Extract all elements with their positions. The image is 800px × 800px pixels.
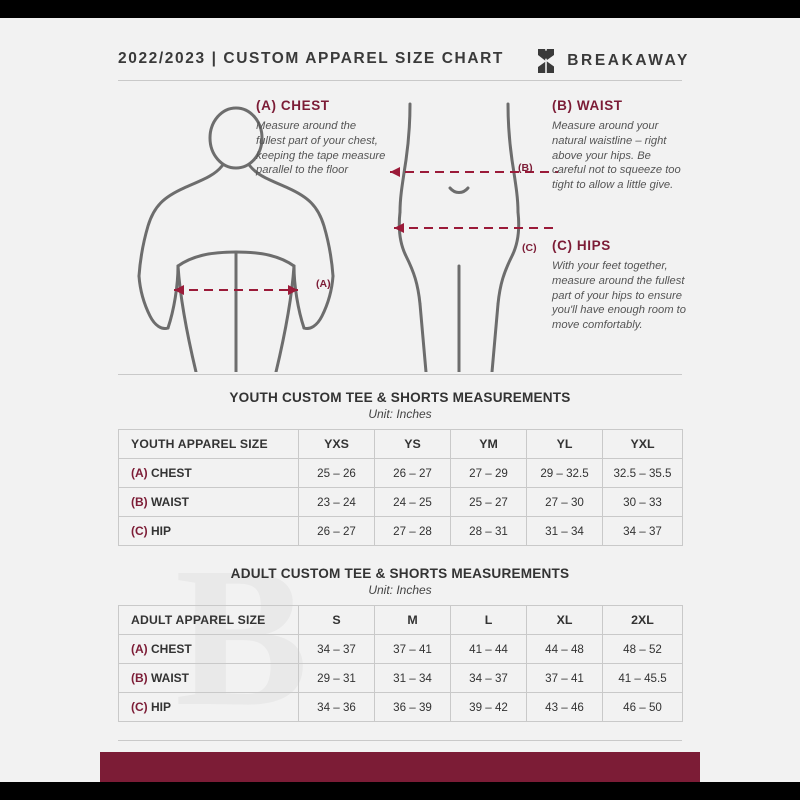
adult-row-1-tag: (B) [131,671,148,685]
adult-col-5: 2XL [603,606,683,635]
illustration-divider [118,374,682,375]
adult-r2c5: 46 – 50 [603,693,683,722]
adult-r0c5: 48 – 52 [603,635,683,664]
adult-row-2-label [119,693,299,722]
youth-col-3: YM [451,430,527,459]
table-row [119,459,683,488]
note-hips-title: (C) HIPS [552,238,611,253]
note-chest-body: Measure around the fullest part of your chest, keeping the tape measure parallel to the floor [256,120,386,177]
page-title: 2022/2023 | CUSTOM APPAREL SIZE CHART [118,50,504,67]
adult-col-1: S [299,606,375,635]
footer-accent-bar [100,752,700,782]
youth-table-unit: Unit: Inches [368,407,432,421]
adult-r1c3: 34 – 37 [451,664,527,693]
table-row [119,635,683,664]
youth-col-1: YXS [299,430,375,459]
diagram-label-c: (C) [522,242,537,254]
youth-col-2: YS [375,430,451,459]
youth-size-table [118,429,683,546]
adult-row-0-tag: (A) [131,642,148,656]
youth-r1c2: 24 – 25 [375,488,451,517]
adult-r0c1: 34 – 37 [299,635,375,664]
youth-r0c3: 27 – 29 [451,459,527,488]
note-hips-body: With your feet together, measure around the fullest part of your hips to ensure you'll have enough room to move comfortably. [552,260,686,332]
note-waist [552,98,686,193]
brand-lockup [535,48,690,74]
adult-r2c2: 36 – 39 [375,693,451,722]
adult-r0c4: 44 – 48 [527,635,603,664]
youth-r1c1: 23 – 24 [299,488,375,517]
adult-col-0: ADULT APPAREL SIZE [119,606,299,635]
adult-r1c5: 41 – 45.5 [603,664,683,693]
adult-table-unit: Unit: Inches [368,583,432,597]
diagram-label-b: (B) [518,162,533,174]
youth-row-0-tag: (A) [131,466,148,480]
adult-row-2-name: HIP [151,700,172,714]
youth-row-2-tag: (C) [131,524,148,538]
note-chest [256,98,386,178]
adult-r2c1: 34 – 36 [299,693,375,722]
size-chart-page [0,18,800,782]
youth-row-0-label [119,459,299,488]
diagram-label-a: (A) [316,278,331,290]
page-header [0,18,800,82]
youth-row-1-label [119,488,299,517]
table-row [119,488,683,517]
adult-col-4: XL [527,606,603,635]
youth-row-1-tag: (B) [131,495,148,509]
adult-r1c1: 29 – 31 [299,664,375,693]
youth-r0c4: 29 – 32.5 [527,459,603,488]
adult-r0c2: 37 – 41 [375,635,451,664]
note-hips [552,238,690,333]
youth-r2c2: 27 – 28 [375,517,451,546]
youth-r2c1: 26 – 27 [299,517,375,546]
footer-divider [118,740,682,741]
youth-table-title: YOUTH CUSTOM TEE & SHORTS MEASUREMENTS [229,390,571,405]
youth-r1c3: 25 – 27 [451,488,527,517]
youth-row-1-name: WAIST [151,495,190,509]
youth-r2c4: 31 – 34 [527,517,603,546]
youth-row-2-name: HIP [151,524,172,538]
table-row [119,693,683,722]
table-header-row [119,606,683,635]
youth-r0c5: 32.5 – 35.5 [603,459,683,488]
adult-size-table [118,605,683,722]
note-waist-body: Measure around your natural waistline – right above your hips. Be careful not to squeeze too tight to allow a little give. [552,120,681,192]
adult-row-1-name: WAIST [151,671,190,685]
youth-row-0-name: CHEST [151,466,192,480]
adult-r2c4: 43 – 46 [527,693,603,722]
youth-row-2-label [119,517,299,546]
youth-r1c5: 30 – 33 [603,488,683,517]
adult-row-0-label [119,635,299,664]
youth-r2c3: 28 – 31 [451,517,527,546]
table-header-row [119,430,683,459]
table-row [119,664,683,693]
youth-section [118,390,682,546]
youth-r1c4: 27 – 30 [527,488,603,517]
adult-table-title: ADULT CUSTOM TEE & SHORTS MEASUREMENTS [230,566,570,581]
adult-r1c2: 31 – 34 [375,664,451,693]
note-chest-title: (A) CHEST [256,98,330,113]
adult-r2c3: 39 – 42 [451,693,527,722]
youth-col-4: YL [527,430,603,459]
youth-r2c5: 34 – 37 [603,517,683,546]
breakaway-b-logo-icon [535,48,557,74]
adult-r0c3: 41 – 44 [451,635,527,664]
adult-col-2: M [375,606,451,635]
adult-r1c4: 37 – 41 [527,664,603,693]
adult-row-2-tag: (C) [131,700,148,714]
youth-col-0: YOUTH APPAREL SIZE [119,430,299,459]
adult-section [118,566,682,722]
youth-r0c1: 25 – 26 [299,459,375,488]
youth-r0c2: 26 – 27 [375,459,451,488]
adult-row-0-name: CHEST [151,642,192,656]
measurement-illustration [118,80,686,372]
adult-row-1-label [119,664,299,693]
brand-name: BREAKAWAY [567,52,690,69]
adult-col-3: L [451,606,527,635]
note-waist-title: (B) WAIST [552,98,623,113]
youth-col-5: YXL [603,430,683,459]
table-row [119,517,683,546]
